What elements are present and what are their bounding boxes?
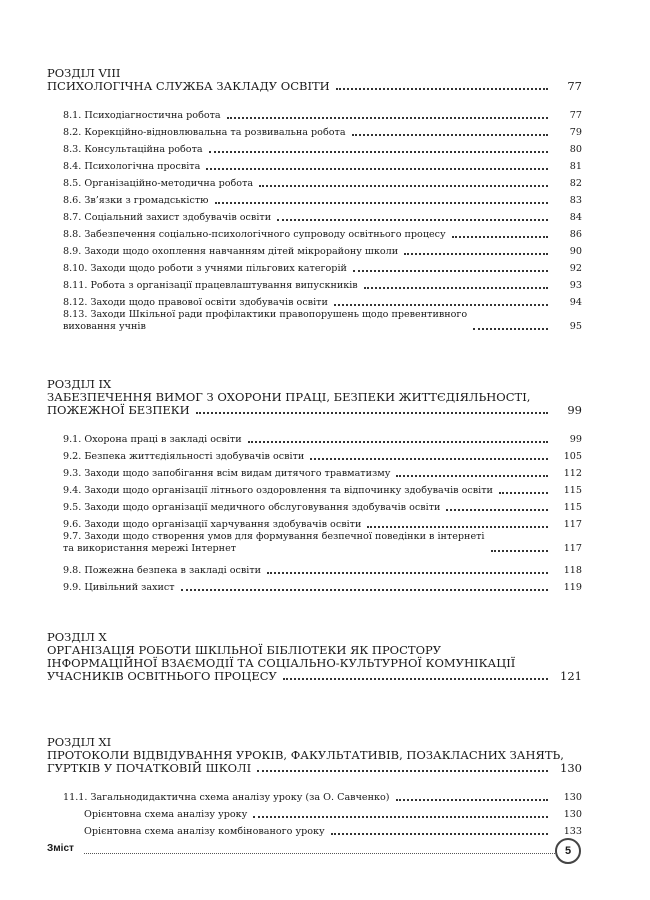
toc-item xyxy=(47,122,582,139)
toc-item-text: 8.10. Заходи щодо роботи з учнями пільгових категорій xyxy=(63,263,347,274)
toc-item xyxy=(47,190,582,207)
toc-item xyxy=(47,258,582,275)
toc-item xyxy=(47,531,582,555)
toc-item-page-number: 119 xyxy=(563,582,582,593)
toc-item-text: 8.9. Заходи щодо охоплення навчанням дітей мікрорайону школи xyxy=(63,246,399,257)
toc-item-text: 8.5. Організаційно-методична робота xyxy=(63,178,254,189)
section-title-line: ІНФОРМАЦІЙНОЇ ВЗАЄМОДІЇ ТА СОЦІАЛЬНО-КУЛЬТУРНОЇ КОМУНІКАЦІЇ xyxy=(47,656,516,670)
section-title-line: ЗАБЕЗПЕЧЕННЯ ВИМОГ З ОХОРОНИ ПРАЦІ, БЕЗПЕКИ ЖИТТЄДІЯЛЬНОСТІ, xyxy=(47,390,531,404)
toc-item-text: 8.7. Соціальний захист здобувачів освіти xyxy=(63,212,272,223)
toc-item-page-number: 117 xyxy=(563,543,582,554)
toc-item xyxy=(47,309,582,333)
toc-item-page-number: 118 xyxy=(563,565,582,576)
toc-item-page-number: 79 xyxy=(569,127,582,138)
toc-item-text: 8.1. Психодіагностична робота xyxy=(63,110,221,121)
toc-item-text: 11.1. Загальнодидактична схема аналізу уроку (за О. Савченко) xyxy=(63,792,390,803)
section-title-row xyxy=(47,670,582,683)
toc-item-page-number: 130 xyxy=(563,809,582,820)
section-page-number: 121 xyxy=(560,669,582,683)
dot-leader xyxy=(364,287,548,289)
dot-leader xyxy=(277,219,548,221)
toc-item-page-number: 115 xyxy=(563,502,582,513)
page-footer xyxy=(47,838,587,868)
dot-leader xyxy=(215,202,548,204)
dot-leader xyxy=(227,117,548,119)
toc-item xyxy=(47,156,582,173)
toc-item-page-number: 133 xyxy=(563,826,582,837)
dot-leader xyxy=(396,475,548,477)
toc-item-page-number: 77 xyxy=(569,110,582,121)
section-title-row xyxy=(47,80,582,93)
dot-leader xyxy=(283,678,548,680)
toc-item-text: 8.8. Забезпечення соціально-психологічного супроводу освітнього процесу xyxy=(63,229,446,240)
toc-item xyxy=(47,480,582,497)
section-page-number: 99 xyxy=(567,403,582,417)
toc-item-text-line: 8.13. Заходи Шкільної ради профілактики правопорушень щодо превентивного xyxy=(63,309,468,320)
toc-item-text: 8.11. Робота з організації працевлаштування випускників xyxy=(63,280,358,291)
dot-leader xyxy=(396,799,549,801)
toc-subitem xyxy=(47,821,582,838)
toc-item-page-number: 117 xyxy=(563,519,582,530)
section-title-line: ПСИХОЛОГІЧНА СЛУЖБА ЗАКЛАДУ ОСВІТИ xyxy=(47,79,330,93)
section-title-line: ОРГАНІЗАЦІЯ РОБОТИ ШКІЛЬНОЇ БІБЛІОТЕКИ ЯК ПРОСТОРУ xyxy=(47,643,442,657)
toc-item-page-number: 93 xyxy=(569,280,582,291)
dot-leader xyxy=(452,236,548,238)
dot-leader xyxy=(248,441,548,443)
toc-item xyxy=(47,514,582,531)
toc-item xyxy=(47,292,582,309)
toc-item-text: 9.9. Цивільний захист xyxy=(63,582,175,593)
toc-item-page-number: 92 xyxy=(569,263,582,274)
section-label: РОЗДІЛ VIII xyxy=(47,66,121,80)
dot-leader xyxy=(209,151,548,153)
toc-item xyxy=(47,560,582,577)
dot-leader xyxy=(473,328,548,330)
section-label: РОЗДІЛ X xyxy=(47,630,107,644)
toc-item-page-number: 95 xyxy=(569,321,582,332)
toc-item-page-number: 83 xyxy=(569,195,582,206)
toc-item-page-number: 99 xyxy=(569,434,582,445)
toc-item-text: 9.4. Заходи щодо організації літнього оздоровлення та відпочинку здобувачів освіти xyxy=(63,485,493,496)
section-label: РОЗДІЛ XI xyxy=(47,735,112,749)
toc-item-text: 9.1. Охорона праці в закладі освіти xyxy=(63,434,242,445)
dot-leader xyxy=(446,509,548,511)
toc-item-page-number: 105 xyxy=(563,451,582,462)
toc-item-text-line: та використання мережі Інтернет xyxy=(63,543,237,554)
toc-item xyxy=(47,241,582,258)
section-title-line: УЧАСНИКІВ ОСВІТНЬОГО ПРОЦЕСУ xyxy=(47,669,277,683)
toc-section xyxy=(47,67,582,338)
page-number-badge: 5 xyxy=(555,838,581,864)
dot-leader xyxy=(206,168,548,170)
toc-item-text: 9.6. Заходи щодо організації харчування здобувачів освіти xyxy=(63,519,362,530)
dot-leader xyxy=(331,833,548,835)
toc-item-text: 8.6. Зв’язки з громадськістю xyxy=(63,195,209,206)
dot-leader xyxy=(259,185,548,187)
dot-leader xyxy=(352,134,548,136)
toc-item-page-number: 81 xyxy=(569,161,582,172)
section-title-line: ПОЖЕЖНОЇ БЕЗПЕКИ xyxy=(47,403,190,417)
toc-item-text: 9.5. Заходи щодо організації медичного обслуговування здобувачів освіти xyxy=(63,502,441,513)
dot-leader xyxy=(181,589,548,591)
toc-item-text: Орієнтовна схема аналізу комбінованого уроку xyxy=(84,826,325,837)
toc-item-page-number: 112 xyxy=(563,468,582,479)
toc-item-text: 8.12. Заходи щодо правової освіти здобувачів освіти xyxy=(63,297,328,308)
toc-subitem xyxy=(47,804,582,821)
toc-item xyxy=(47,497,582,514)
toc-item-text: 8.4. Психологічна просвіта xyxy=(63,161,201,172)
dot-leader xyxy=(367,526,548,528)
toc-item-page-number: 90 xyxy=(569,246,582,257)
toc-item-text: 8.3. Консультаційна робота xyxy=(63,144,203,155)
toc-item-page-number: 82 xyxy=(569,178,582,189)
toc-item xyxy=(47,224,582,241)
dot-leader xyxy=(310,458,548,460)
toc-item xyxy=(47,446,582,463)
toc-section xyxy=(47,631,582,683)
toc-item-text: 9.2. Безпека життєдіяльності здобувачів освіти xyxy=(63,451,305,462)
toc-item-text-line: виховання учнів xyxy=(63,321,146,332)
toc-item xyxy=(47,275,582,292)
dot-leader xyxy=(499,492,548,494)
toc-section xyxy=(47,378,582,594)
toc-item xyxy=(47,577,582,594)
section-title-line: ПРОТОКОЛИ ВІДВІДУВАННЯ УРОКІВ, ФАКУЛЬТАТИВІВ, ПОЗАКЛАСНИХ ЗАНЯТЬ, xyxy=(47,748,564,762)
toc-item-text xyxy=(63,531,485,555)
section-page-number: 77 xyxy=(567,79,582,93)
footer-rule xyxy=(84,853,557,854)
dot-leader xyxy=(404,253,548,255)
dot-leader xyxy=(336,88,548,90)
toc-item-page-number: 130 xyxy=(563,792,582,803)
toc-item-text: 8.2. Корекційно-відновлювальна та розвивальна робота xyxy=(63,127,346,138)
dot-leader xyxy=(334,304,548,306)
toc-item xyxy=(47,429,582,446)
toc-item-page-number: 94 xyxy=(569,297,582,308)
toc-item-text: Орієнтовна схема аналізу уроку xyxy=(84,809,248,820)
toc-item-page-number: 86 xyxy=(569,229,582,240)
dot-leader xyxy=(491,550,548,552)
footer-label: Зміст xyxy=(47,843,74,854)
toc-item xyxy=(47,105,582,122)
toc-item-page-number: 80 xyxy=(569,144,582,155)
toc-item-text: 9.3. Заходи щодо запобігання всім видам дитячого травматизму xyxy=(63,468,391,479)
toc-item xyxy=(47,207,582,224)
toc-section xyxy=(47,736,582,838)
toc-item-page-number: 84 xyxy=(569,212,582,223)
toc-item xyxy=(47,173,582,190)
section-title-row xyxy=(47,404,582,417)
toc-item xyxy=(47,463,582,480)
section-page-number: 130 xyxy=(560,761,582,775)
dot-leader xyxy=(353,270,548,272)
dot-leader xyxy=(196,412,548,414)
toc-item-text xyxy=(63,309,467,333)
toc-item xyxy=(47,139,582,156)
toc-item xyxy=(47,787,582,804)
dot-leader xyxy=(257,770,548,772)
section-title-row xyxy=(47,762,582,775)
toc-item-text: 9.8. Пожежна безпека в закладі освіти xyxy=(63,565,262,576)
dot-leader xyxy=(253,816,548,818)
toc-item-text-line: 9.7. Заходи щодо створення умов для формування безпечної поведінки в інтернеті xyxy=(63,531,485,542)
dot-leader xyxy=(267,572,548,574)
section-label: РОЗДІЛ IX xyxy=(47,377,112,391)
toc-item-page-number: 115 xyxy=(563,485,582,496)
section-title-line: ГУРТКІВ У ПОЧАТКОВІЙ ШКОЛІ xyxy=(47,761,252,775)
